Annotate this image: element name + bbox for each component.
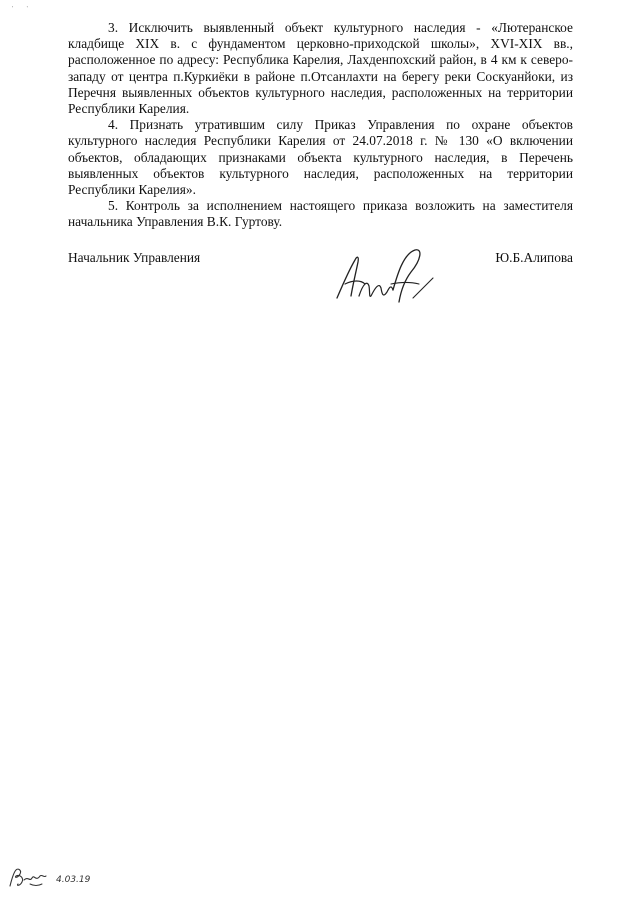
signatory-title: Начальник Управления — [68, 250, 201, 265]
paragraph-5: 5. Контроль за исполнением настоящего приказа возложить на заместителя начальника Управления В.К. Гуртову. — [68, 198, 573, 230]
document-body — [68, 20, 573, 231]
paragraph-3: 3. Исключить выявленный объект культурного наследия - «Лютеранское кладбище XIX в. с фундаментом церковно-приходской школы», XVI-XIX вв., расположенное по адресу: Республика Карелия, Лахденпохский район, в 4 км к северо-западу от центра п.Куркиёки в районе п.Отсанлахти на берегу реки Соскуанйоки, из Перечня выявленных объектов культурного наследия, расположенных на территории Республики Карелия. — [68, 20, 573, 117]
signatory-name: Ю.Б.Алипова — [495, 250, 573, 265]
signature-row — [68, 250, 573, 270]
corner-mark: ' ' — [12, 6, 34, 12]
note-date: 4.03.19 — [56, 875, 91, 885]
handwritten-note — [6, 864, 116, 892]
paragraph-4: 4. Признать утратившим силу Приказ Управления по охране объектов культурного наследия Республики Карелия от 24.07.2018 г. № 130 «О включении объектов, обладающих признаками объекта культурного наследия, в Перечень выявленных объектов культурного наследия, расположенных на территории Республики Карелия». — [68, 117, 573, 198]
handwritten-signature — [325, 240, 445, 310]
